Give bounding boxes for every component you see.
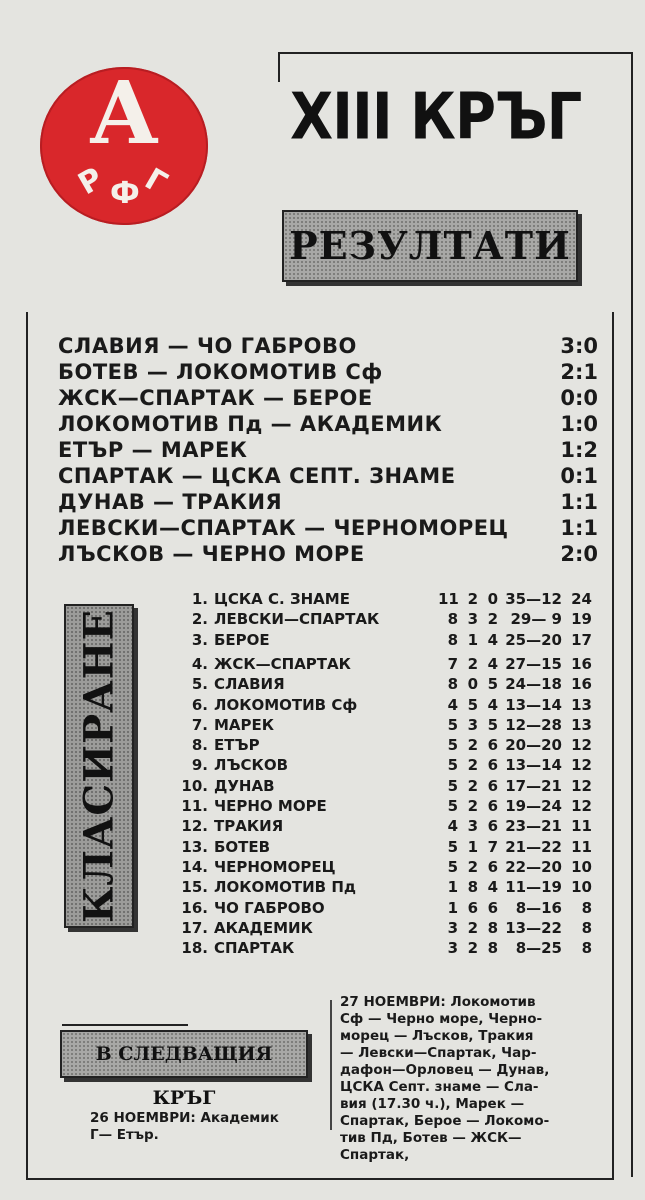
standings-team: ЖСК—СПАРТАК — [214, 654, 351, 673]
standings-w: 4 — [447, 695, 458, 714]
standings-l: 6 — [487, 756, 498, 775]
standings-l: 4 — [487, 878, 498, 897]
logo-big-letter: А — [88, 63, 160, 164]
standings-l: 8 — [487, 918, 498, 937]
result-row — [58, 438, 598, 464]
standings-w: 5 — [447, 857, 458, 876]
result-match: ЛЪСКОВ — ЧЕРНО МОРЕ — [58, 542, 365, 566]
nov27-line: тив Пд, Ботев — ЖСК— — [340, 1130, 522, 1146]
result-row — [58, 542, 598, 568]
next-round-label-text: В СЛЕДВАЩИЯ КРЪГ — [95, 1043, 273, 1109]
standings-l: 5 — [487, 675, 498, 694]
standings-row — [176, 797, 592, 817]
result-row — [58, 516, 598, 542]
nov26-line: Г— Етър. — [90, 1127, 159, 1143]
result-row — [58, 412, 598, 438]
standings-row — [176, 716, 592, 736]
standings-row — [176, 939, 592, 959]
standings-w: 1 — [447, 898, 458, 917]
result-row — [58, 464, 598, 490]
standings-goals: 17—21 — [505, 776, 562, 795]
result-score: 3:0 — [560, 334, 598, 358]
result-score: 1:1 — [560, 516, 598, 540]
result-match: СПАРТАК — ЦСКА СЕПТ. ЗНАМЕ — [58, 464, 456, 488]
standings-row — [176, 878, 592, 898]
standings-pts: 12 — [571, 776, 592, 795]
left-top-rule — [278, 52, 280, 82]
standings-goals: 13—14 — [505, 756, 562, 775]
result-match: ЛОКОМОТИВ Пд — АКАДЕМИК — [58, 412, 443, 436]
standings-team: МАРЕК — [214, 715, 275, 734]
standings-position: 8. — [191, 736, 208, 755]
standings-w: 5 — [447, 756, 458, 775]
standings-team: ЛОКОМОТИВ Пд — [214, 878, 357, 897]
standings-l: 7 — [487, 837, 498, 856]
standings-pts: 8 — [581, 939, 592, 958]
result-match: ДУНАВ — ТРАКИЯ — [58, 490, 283, 514]
nov27-line: — Левски—Спартак, Чар- — [340, 1045, 537, 1061]
standings-w: 5 — [447, 797, 458, 815]
standings-w: 3 — [447, 939, 458, 958]
standings-label — [64, 604, 134, 928]
standings-row — [176, 858, 592, 878]
standings-goals: 29— 9 — [510, 610, 562, 629]
column-rule — [330, 1000, 332, 1130]
standings-row — [176, 838, 592, 858]
standings-position: 16. — [181, 898, 208, 917]
standings-position: 14. — [181, 857, 208, 876]
standings-team: ЛЪСКОВ — [214, 756, 289, 775]
standings-d: 0 — [467, 675, 478, 694]
standings-row — [176, 696, 592, 716]
standings-w: 8 — [447, 610, 458, 629]
standings-position: 6. — [191, 695, 208, 714]
standings-position: 17. — [181, 918, 208, 937]
standings-goals: 19—24 — [505, 797, 562, 815]
standings-pts: 24 — [571, 590, 592, 608]
standings-w: 7 — [447, 654, 458, 673]
standings-goals: 12—28 — [505, 715, 562, 734]
standings-d: 2 — [467, 756, 478, 775]
standings-row — [176, 817, 592, 837]
nov27-line: Спартак, — [340, 1147, 410, 1163]
standings-pts: 12 — [571, 756, 592, 775]
standings-row — [176, 675, 592, 695]
standings-team: СЛАВИЯ — [214, 675, 285, 694]
standings-goals: 11—19 — [505, 878, 562, 897]
standings-d: 3 — [467, 715, 478, 734]
standings-pts: 12 — [571, 797, 592, 815]
standings-l: 4 — [487, 695, 498, 714]
standings-goals: 13—22 — [505, 918, 562, 937]
standings-goals: 13—14 — [505, 695, 562, 714]
standings-pts: 16 — [571, 675, 592, 694]
result-row — [58, 360, 598, 386]
standings-team: БЕРОЕ — [214, 630, 270, 649]
standings-team: ЧО ГАБРОВО — [214, 898, 325, 917]
standings-row — [176, 655, 592, 675]
standings-d: 2 — [467, 797, 478, 815]
nov27-line: морец — Лъсков, Тракия — [340, 1028, 534, 1044]
top-rule — [278, 52, 632, 54]
standings-position: 4. — [191, 654, 208, 673]
standings-position: 18. — [181, 939, 208, 958]
standings-l: 2 — [487, 610, 498, 629]
result-score: 1:0 — [560, 412, 598, 436]
standings-w: 8 — [447, 630, 458, 649]
standings-position: 11. — [181, 797, 208, 815]
standings-w: 5 — [447, 837, 458, 856]
standings-team: ДУНАВ — [214, 776, 275, 795]
results-label — [282, 210, 578, 282]
standings-team: СПАРТАК — [214, 939, 295, 958]
standings-w: 8 — [447, 675, 458, 694]
standings-w: 5 — [447, 715, 458, 734]
standings-l: 5 — [487, 715, 498, 734]
standings-pts: 8 — [581, 918, 592, 937]
logo-letter-g: Г — [138, 161, 173, 202]
nov27-line: Спартак, Берое — Локомо- — [340, 1113, 550, 1129]
standings-d: 5 — [467, 695, 478, 714]
standings-row — [176, 736, 592, 756]
standings-goals: 22—20 — [505, 857, 562, 876]
standings-row — [176, 919, 592, 939]
standings-d: 8 — [467, 878, 478, 897]
standings-d: 2 — [467, 736, 478, 755]
standings-pts: 11 — [571, 837, 592, 856]
logo-letter-r: Р — [72, 160, 110, 203]
standings-pts: 12 — [571, 736, 592, 755]
standings-pts: 11 — [571, 817, 592, 836]
result-score: 2:0 — [560, 542, 598, 566]
standings-l: 6 — [487, 776, 498, 795]
standings-row — [176, 590, 592, 610]
standings-w: 11 — [438, 590, 459, 608]
right-rule — [631, 52, 633, 1177]
standings-d: 6 — [467, 898, 478, 917]
standings-team: ЕТЪР — [214, 736, 260, 755]
standings-pts: 16 — [571, 654, 592, 673]
result-match: СЛАВИЯ — ЧО ГАБРОВО — [58, 334, 357, 358]
standings-team: ЧЕРНО МОРЕ — [214, 797, 327, 815]
standings-d: 2 — [467, 918, 478, 937]
standings-d: 2 — [467, 776, 478, 795]
standings-position: 12. — [181, 817, 208, 836]
standings-l: 6 — [487, 898, 498, 917]
standings-l: 6 — [487, 797, 498, 815]
standings-position: 15. — [181, 878, 208, 897]
section-rule — [62, 1024, 188, 1026]
nov27-line: 27 НОЕМВРИ: Локомотив — [340, 994, 536, 1010]
next-round-label — [60, 1030, 308, 1109]
result-row — [58, 490, 598, 516]
standings-position: 13. — [181, 837, 208, 856]
standings-position: 2. — [191, 610, 208, 629]
standings-pts: 13 — [571, 715, 592, 734]
standings-row — [176, 756, 592, 776]
standings-l: 4 — [487, 654, 498, 673]
standings-d: 2 — [467, 857, 478, 876]
standings-position: 3. — [191, 630, 208, 649]
standings-w: 1 — [447, 878, 458, 897]
rfg-logo — [40, 63, 208, 225]
result-row — [58, 334, 598, 360]
standings-l: 0 — [487, 590, 498, 608]
nov27-line: Сф — Черно море, Черно- — [340, 1011, 543, 1027]
nov27-line: вия (17.30 ч.), Марек — — [340, 1096, 525, 1112]
standings-l: 6 — [487, 857, 498, 876]
nov26-line: 26 НОЕМВРИ: Академик — [90, 1110, 279, 1126]
standings-row — [176, 610, 592, 630]
standings-team: ЦСКА С. ЗНАМЕ — [214, 590, 350, 608]
result-score: 0:0 — [560, 386, 598, 410]
standings-goals: 8—25 — [515, 939, 562, 958]
standings-l: 6 — [487, 736, 498, 755]
standings-row — [176, 631, 592, 651]
standings-d: 3 — [467, 610, 478, 629]
standings-pts: 13 — [571, 695, 592, 714]
standings-row — [176, 777, 592, 797]
result-match: ЖСК—СПАРТАК — БЕРОЕ — [58, 386, 373, 410]
standings-d: 1 — [467, 837, 478, 856]
standings-goals: 21—22 — [505, 837, 562, 856]
standings-d: 3 — [467, 817, 478, 836]
standings-team: ЧЕРНОМОРЕЦ — [214, 857, 336, 876]
standings-w: 5 — [447, 736, 458, 755]
standings-position: 1. — [191, 590, 208, 608]
standings-pts: 10 — [571, 857, 592, 876]
standings-d: 2 — [467, 654, 478, 673]
standings-goals: 25—20 — [505, 630, 562, 649]
standings-position: 7. — [191, 715, 208, 734]
nov27-line: ЦСКА Септ. знаме — Сла- — [340, 1079, 539, 1095]
standings-position: 9. — [191, 756, 208, 775]
result-match: ЛЕВСКИ—СПАРТАК — ЧЕРНОМОРЕЦ — [58, 516, 509, 540]
standings-goals: 8—16 — [515, 898, 562, 917]
standings-position: 10. — [181, 776, 208, 795]
standings-team: БОТЕВ — [214, 837, 271, 856]
result-score: 1:2 — [560, 438, 598, 462]
nov27-line: дафон—Орловец — Дунав, — [340, 1062, 550, 1078]
results-label-text: РЕЗУЛТАТИ — [289, 223, 571, 268]
standings-l: 8 — [487, 939, 498, 958]
logo-letter-f: Ф — [110, 176, 140, 211]
result-row — [58, 386, 598, 412]
standings-d: 2 — [467, 590, 478, 608]
standings-w: 3 — [447, 918, 458, 937]
standings-team: АКАДЕМИК — [214, 918, 313, 937]
standings-goals: 20—20 — [505, 736, 562, 755]
standings-w: 5 — [447, 776, 458, 795]
standings-label-text: КЛАСИРАНЕ — [75, 609, 123, 923]
standings-w: 4 — [447, 817, 458, 836]
result-match: ЕТЪР — МАРЕК — [58, 438, 248, 462]
standings-pts: 19 — [571, 610, 592, 629]
standings-team: ЛОКОМОТИВ Сф — [214, 695, 358, 714]
standings-row — [176, 899, 592, 919]
standings-pts: 17 — [571, 630, 592, 649]
standings-position: 5. — [191, 675, 208, 694]
standings-goals: 35—12 — [505, 590, 562, 608]
standings-pts: 8 — [581, 898, 592, 917]
standings-goals: 23—21 — [505, 817, 562, 836]
result-match: БОТЕВ — ЛОКОМОТИВ Сф — [58, 360, 383, 384]
standings-team: ТРАКИЯ — [214, 817, 284, 836]
result-score: 0:1 — [560, 464, 598, 488]
standings-d: 1 — [467, 630, 478, 649]
standings-d: 2 — [467, 939, 478, 958]
round-title: XIII КРЪГ — [290, 80, 582, 155]
standings-goals: 27—15 — [505, 654, 562, 673]
result-score: 2:1 — [560, 360, 598, 384]
standings-goals: 24—18 — [505, 675, 562, 694]
result-score: 1:1 — [560, 490, 598, 514]
standings-team: ЛЕВСКИ—СПАРТАК — [214, 610, 380, 629]
standings-l: 6 — [487, 817, 498, 836]
standings-pts: 10 — [571, 878, 592, 897]
standings-l: 4 — [487, 630, 498, 649]
